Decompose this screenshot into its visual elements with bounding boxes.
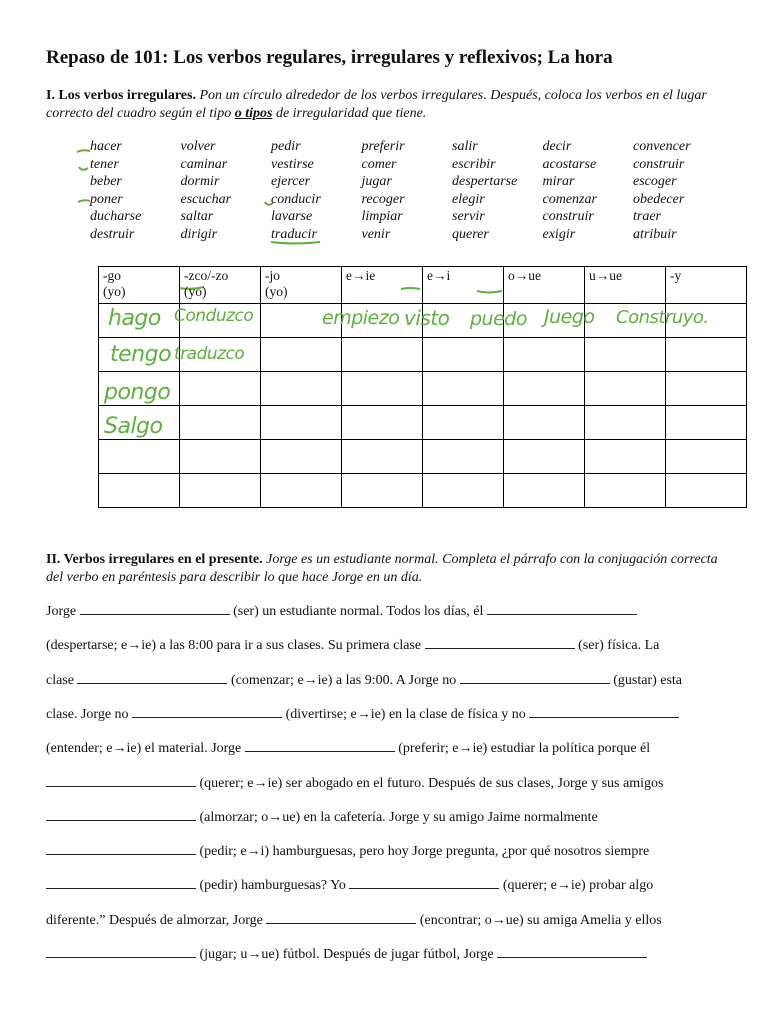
verb-item[interactable]: ejercer: [271, 174, 311, 189]
paragraph-text: (gustar) esta: [609, 672, 683, 688]
table-header-cell: [99, 267, 180, 304]
table-cell[interactable]: [504, 406, 585, 440]
answer-blank[interactable]: [425, 636, 575, 649]
verb-item[interactable]: construir: [633, 156, 685, 172]
table-cell[interactable]: [666, 338, 747, 372]
table-cell[interactable]: [180, 372, 261, 406]
handwritten-construyo: Construyo.: [616, 307, 709, 328]
table-cell[interactable]: [261, 474, 342, 508]
section1-text-b: de irregularidad que tiene.: [272, 106, 427, 121]
check-marks: [74, 144, 94, 214]
section1-text-a: Pon un círculo alrededor de los verbos irregulares. Después, coloca los verbos en el lugar correcto del cuadro según el tipo: [46, 88, 707, 121]
answer-blank[interactable]: [46, 945, 196, 958]
verb-item[interactable]: obedecer: [633, 191, 685, 207]
table-header-sublabel: (yo): [265, 284, 288, 299]
section1-instructions: [46, 87, 736, 123]
verb-item[interactable]: mirar: [542, 174, 575, 189]
verb-item[interactable]: ducharse: [90, 209, 142, 224]
paragraph-line: [46, 945, 647, 963]
verb-item[interactable]: poner: [90, 191, 123, 207]
table-cell[interactable]: [342, 406, 423, 440]
section2-text: Jorge es un estudiante normal. Completa el párrafo con la conjugación correcta del verbo en paréntesis para describir lo que hace Jorge en un día.: [46, 552, 718, 585]
verb-item[interactable]: escuchar: [180, 191, 232, 207]
paragraph-text: (almorzar; o→ue) en la cafetería. Jorge y su amigo Jaime normalmente: [196, 809, 598, 825]
table-cell[interactable]: [666, 440, 747, 474]
handwritten-salgo: Salgo: [104, 414, 163, 439]
paragraph-line: [46, 876, 653, 894]
table-cell[interactable]: [423, 440, 504, 474]
handwritten-traduzco: traduzco: [174, 344, 245, 364]
verb-item[interactable]: volver: [180, 139, 216, 154]
verb-item[interactable]: saltar: [180, 209, 214, 224]
table-cell[interactable]: [423, 406, 504, 440]
handwritten-hago: hago: [108, 306, 161, 331]
handwritten-puedo: puedo: [470, 308, 527, 330]
paragraph-line: [46, 911, 662, 929]
verb-row: [90, 191, 730, 209]
table-header-sublabel: (yo): [103, 284, 126, 299]
answer-blank[interactable]: [46, 808, 196, 821]
answer-blank[interactable]: [529, 705, 679, 718]
paragraph-line: [46, 774, 663, 792]
answer-blank[interactable]: [460, 671, 610, 684]
paragraph-text: Jorge: [46, 604, 80, 619]
table-header-cell: [423, 267, 504, 304]
table-header-cell: [504, 267, 585, 304]
paragraph-text: (encontrar; o→ue) su amiga Amelia y ellos: [416, 912, 662, 928]
table-header-cell: [342, 267, 423, 304]
table-cell[interactable]: [504, 338, 585, 372]
table-row: [99, 474, 747, 508]
table-header-label: -go: [103, 268, 121, 283]
table-header-label: -zco/-zo: [184, 268, 229, 283]
paragraph-text: (querer; e→ie) probar algo: [499, 878, 654, 894]
irregularity-table: [98, 266, 747, 508]
verb-row: [90, 156, 730, 174]
table-cell[interactable]: [99, 474, 180, 508]
table-cell[interactable]: [342, 338, 423, 372]
verb-item[interactable]: venir: [361, 226, 391, 242]
verb-item[interactable]: lavarse: [271, 209, 313, 224]
table-header-label: -jo: [265, 268, 280, 283]
verb-row: [90, 208, 730, 226]
table-cell[interactable]: [342, 474, 423, 508]
verb-item[interactable]: querer: [452, 226, 489, 242]
paragraph-text: (ser) un estudiante normal. Todos los días, él: [229, 604, 487, 619]
section2-heading: II. Verbos irregulares en el presente.: [46, 552, 263, 567]
table-cell[interactable]: [423, 372, 504, 406]
verb-item[interactable]: traducir: [271, 226, 317, 242]
answer-blank[interactable]: [46, 842, 196, 855]
verb-item[interactable]: pedir: [271, 139, 301, 154]
paragraph-text: diferente.” Después de almorzar, Jorge: [46, 912, 267, 928]
table-cell[interactable]: [585, 474, 666, 508]
handwritten-conduzco: Conduzco: [174, 306, 254, 326]
verb-item[interactable]: destruir: [90, 226, 135, 242]
paragraph-text: clase. Jorge no: [46, 706, 133, 722]
table-row: [99, 372, 747, 406]
table-header-label: e→ie: [346, 268, 376, 283]
table-header-cell: [261, 267, 342, 304]
table-cell[interactable]: [423, 338, 504, 372]
verb-list: [90, 138, 730, 243]
table-cell[interactable]: [423, 474, 504, 508]
paragraph-text: (despertarse; e→ie) a las 8:00 para ir a sus clases. Su primera clase: [46, 638, 425, 654]
verb-item[interactable]: beber: [90, 174, 122, 189]
paragraph-line: [46, 636, 659, 654]
paragraph-line: [46, 671, 682, 689]
paragraph-text: (preferir; e→ie) estudiar la política porque él: [394, 741, 651, 757]
verb-item[interactable]: vestirse: [271, 156, 314, 172]
table-cell[interactable]: [342, 440, 423, 474]
verb-item[interactable]: despertarse: [452, 174, 518, 189]
answer-blank[interactable]: [245, 739, 395, 752]
handwritten-pongo: pongo: [104, 380, 171, 405]
answer-blank[interactable]: [497, 945, 647, 958]
table-cell[interactable]: [585, 406, 666, 440]
table-cell[interactable]: [261, 406, 342, 440]
table-header-sublabel: (yo): [184, 284, 207, 299]
answer-blank[interactable]: [487, 602, 637, 615]
table-cell[interactable]: [504, 474, 585, 508]
paragraph-text: (ser) física. La: [574, 638, 660, 654]
table-header-cell: [585, 267, 666, 304]
answer-blank[interactable]: [46, 774, 196, 787]
table-cell[interactable]: [261, 372, 342, 406]
verb-row: [90, 173, 730, 191]
section1-heading: I. Los verbos irregulares.: [46, 88, 196, 103]
answer-blank[interactable]: [349, 876, 499, 889]
answer-blank[interactable]: [80, 602, 230, 615]
verb-item[interactable]: hacer: [90, 139, 122, 154]
verb-item[interactable]: escribir: [452, 156, 496, 172]
table-cell[interactable]: [180, 440, 261, 474]
verb-item[interactable]: limpiar: [361, 209, 403, 224]
verb-item[interactable]: dormir: [180, 174, 220, 189]
check-mark-conducir: [262, 196, 282, 210]
table-cell[interactable]: [180, 474, 261, 508]
section1-emphasis: o tipos: [234, 106, 273, 121]
verb-item[interactable]: preferir: [361, 139, 405, 154]
table-header-row: [99, 267, 747, 304]
check-mark-tener: [79, 167, 88, 170]
paragraph-text: (pedir) hamburguesas? Yo: [196, 878, 350, 894]
handwritten-visto: visto: [404, 306, 450, 330]
verb-row: [90, 138, 730, 156]
verb-item[interactable]: servir: [452, 209, 485, 224]
table-cell[interactable]: [261, 338, 342, 372]
table-header-cell: [666, 267, 747, 304]
table-header-label: e→i: [427, 268, 451, 283]
handwritten-tengo: tengo: [110, 342, 172, 367]
table-cell[interactable]: [585, 440, 666, 474]
verb-item[interactable]: atribuir: [633, 226, 677, 242]
paragraph-line: [46, 842, 649, 860]
verb-item[interactable]: acostarse: [542, 156, 597, 172]
verb-item[interactable]: caminar: [180, 156, 228, 172]
paragraph-text: (jugar; u→ue) fútbol. Después de jugar fútbol, Jorge: [196, 947, 498, 962]
section2-instructions: [46, 551, 736, 587]
table-cell[interactable]: [666, 372, 747, 406]
verb-item[interactable]: conducir: [271, 191, 321, 207]
verb-item[interactable]: salir: [452, 139, 478, 154]
paragraph-line: [46, 808, 598, 826]
table-header-label: u→ue: [589, 268, 622, 283]
table-cell[interactable]: [585, 372, 666, 406]
verb-row: [90, 226, 730, 244]
verb-item[interactable]: convencer: [633, 139, 691, 154]
verb-item[interactable]: elegir: [452, 191, 485, 207]
paragraph-line: [46, 705, 679, 723]
table-cell[interactable]: [666, 406, 747, 440]
table-cell[interactable]: [504, 440, 585, 474]
table-cell[interactable]: [99, 440, 180, 474]
verb-item[interactable]: recoger: [361, 191, 405, 207]
verb-item[interactable]: escoger: [633, 174, 677, 189]
paragraph-text: (divertirse; e→ie) en la clase de física y no: [282, 706, 530, 722]
answer-blank[interactable]: [46, 876, 196, 889]
paragraph-text: clase: [46, 672, 78, 688]
table-cell[interactable]: [180, 406, 261, 440]
check-mark-hacer: [77, 150, 90, 152]
answer-blank[interactable]: [132, 705, 282, 718]
table-row: [99, 406, 747, 440]
paragraph-line: [46, 602, 637, 620]
verb-item[interactable]: decir: [542, 139, 572, 154]
answer-blank[interactable]: [77, 671, 227, 684]
paragraph-text: (entender; e→ie) el material. Jorge: [46, 741, 245, 757]
paragraph-line: [46, 739, 650, 757]
verb-item[interactable]: tener: [90, 156, 119, 172]
table-header-label: o→ue: [508, 268, 541, 283]
table-row: [99, 440, 747, 474]
answer-blank[interactable]: [266, 911, 416, 924]
table-cell[interactable]: [666, 474, 747, 508]
table-cell[interactable]: [342, 372, 423, 406]
check-mark-poner: [78, 200, 90, 202]
paragraph-text: (querer; e→ie) ser abogado en el futuro. Después de sus clases, Jorge y sus amigos: [196, 775, 664, 791]
underline-traducir: [268, 237, 324, 247]
table-cell[interactable]: [261, 440, 342, 474]
verb-item[interactable]: dirigir: [180, 226, 218, 242]
table-cell[interactable]: [585, 338, 666, 372]
table-cell[interactable]: [504, 372, 585, 406]
handwritten-empiezo: empiezo: [322, 307, 400, 329]
table-header-cell: [180, 267, 261, 304]
verb-item[interactable]: comenzar: [542, 191, 597, 207]
verb-item[interactable]: jugar: [361, 174, 392, 189]
paragraph-text: (comenzar; e→ie) a las 9:00. A Jorge no: [227, 672, 460, 688]
paragraph-text: (pedir; e→i) hamburguesas, pero hoy Jorge pregunta, ¿por qué nosotros siempre: [196, 844, 650, 860]
table-header-label: -y: [670, 268, 682, 283]
page-title: Repaso de 101: Los verbos regulares, irregulares y reflexivos; La hora: [46, 47, 613, 68]
verb-item[interactable]: construir: [542, 209, 594, 224]
verb-item[interactable]: traer: [633, 209, 661, 224]
verb-item[interactable]: exigir: [542, 226, 576, 242]
handwritten-juego: Juego: [544, 306, 595, 328]
verb-item[interactable]: comer: [361, 156, 397, 172]
